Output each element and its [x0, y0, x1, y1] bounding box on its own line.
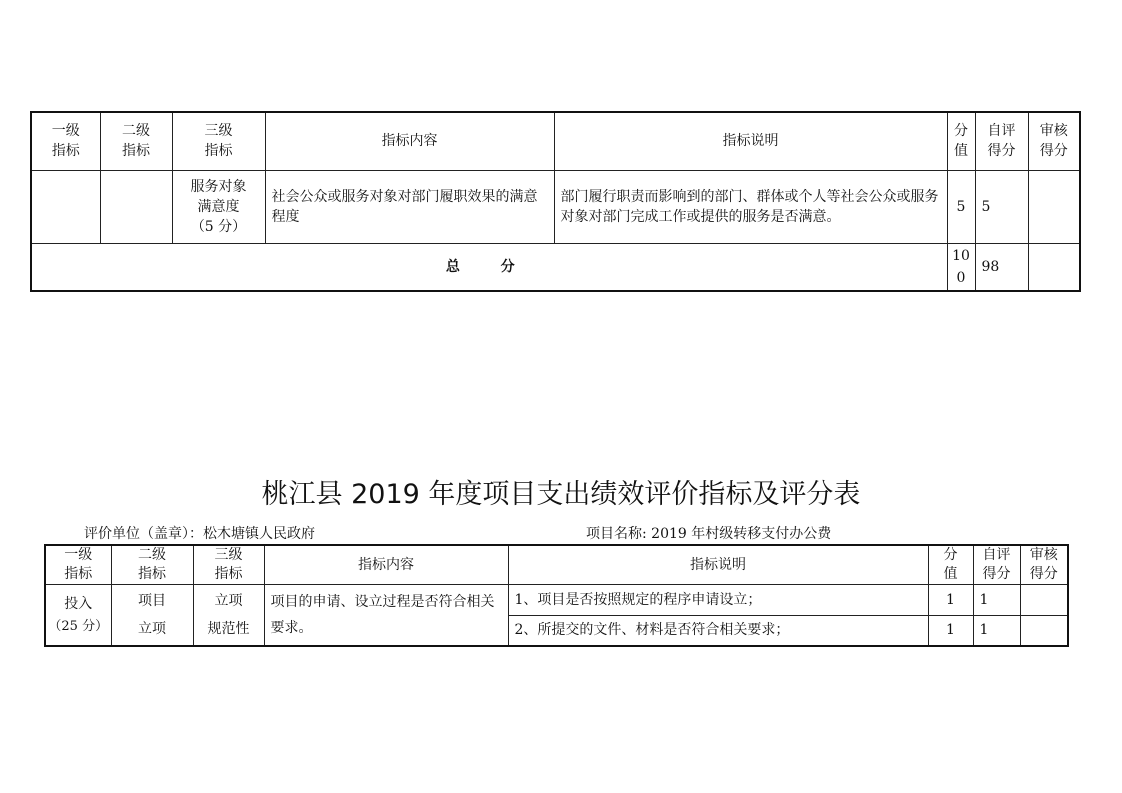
cell-audit-score	[1020, 585, 1068, 616]
total-audit-score	[1028, 243, 1080, 291]
evaluation-table	[44, 544, 1069, 647]
header-content: 指标内容	[265, 112, 554, 170]
cell-level3: 服务对象 满意度 （5 分）	[172, 170, 265, 243]
header-level3: 三级 指标	[193, 545, 264, 585]
cell-level1	[45, 585, 111, 646]
level1-points: （25 分）	[48, 618, 109, 634]
header-level2: 二级 指标	[111, 545, 193, 585]
cell-level3: 立项 规范性	[193, 585, 264, 646]
cell-level1	[31, 170, 100, 243]
cell-description: 2、所提交的文件、材料是否符合相关要求；	[508, 616, 928, 646]
header-content: 指标内容	[264, 545, 508, 585]
total-self-score: 98	[975, 243, 1028, 291]
header-audit-score: 审核 得分	[1028, 112, 1080, 170]
evaluation-unit: 评价单位（盖章）：松木塘镇人民政府	[84, 526, 315, 542]
cell-level2	[100, 170, 172, 243]
cell-self-score: 5	[975, 170, 1028, 243]
cell-self-score: 1	[973, 585, 1020, 616]
header-level2: 二级 指标	[100, 112, 172, 170]
page-title: 桃江县 2019 年度项目支出绩效评价指标及评分表	[261, 479, 861, 510]
header-description: 指标说明	[508, 545, 928, 585]
header-self-score: 自评 得分	[975, 112, 1028, 170]
cell-level2: 项目 立项	[111, 585, 193, 646]
header-level1: 一级 指标	[45, 545, 111, 585]
cell-content: 社会公众或服务对象对部门履职效果的满意程度	[265, 170, 554, 243]
cell-audit-score	[1020, 616, 1068, 646]
level1-label: 投入	[64, 595, 93, 612]
header-self-score: 自评 得分	[973, 545, 1020, 585]
evaluation-table-continued	[30, 111, 1081, 292]
total-label: 总 分	[31, 243, 947, 291]
cell-score: 1	[928, 616, 973, 646]
header-score: 分 值	[947, 112, 975, 170]
table-row	[31, 170, 1080, 243]
header-description: 指标说明	[554, 112, 947, 170]
cell-description: 1、项目是否按照规定的程序申请设立；	[508, 585, 928, 616]
cell-score: 1	[928, 585, 973, 616]
header-audit-score: 审核 得分	[1020, 545, 1068, 585]
cell-score: 5	[947, 170, 975, 243]
header-score: 分 值	[928, 545, 973, 585]
cell-self-score: 1	[973, 616, 1020, 646]
cell-description: 部门履行职责而影响到的部门、群体或个人等社会公众或服务对象对部门完成工作或提供的服务是否满意。	[554, 170, 947, 243]
table-header-row	[31, 112, 1080, 170]
project-name: 项目名称: 2019 年村级转移支付办公费	[586, 526, 832, 542]
header-level1: 一级 指标	[31, 112, 100, 170]
cell-content: 项目的申请、设立过程是否符合相关要求。	[264, 585, 508, 646]
total-score: 10 0	[947, 243, 975, 291]
cell-audit-score	[1028, 170, 1080, 243]
table-header-row	[45, 545, 1068, 585]
table-row	[45, 585, 1068, 616]
header-level3: 三级 指标	[172, 112, 265, 170]
total-row	[31, 243, 1080, 291]
